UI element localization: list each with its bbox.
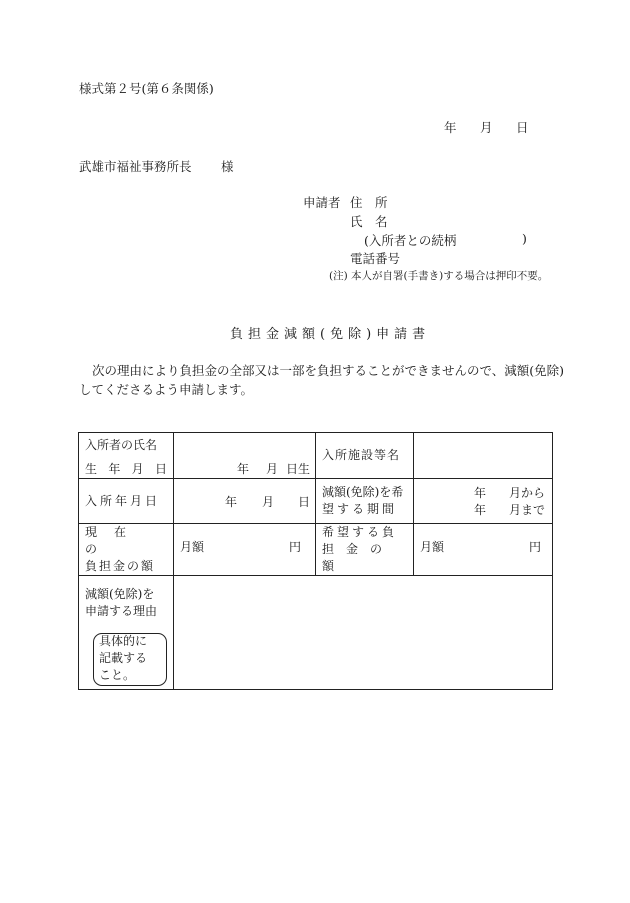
table-row bbox=[79, 433, 553, 479]
reason-field[interactable] bbox=[174, 576, 553, 690]
reason-label-cell bbox=[79, 576, 174, 690]
current-amount-field[interactable] bbox=[174, 524, 316, 576]
facility-name-field[interactable] bbox=[414, 433, 553, 479]
name-label: 氏 名 bbox=[350, 214, 388, 229]
address-label: 住 所 bbox=[350, 195, 388, 210]
period-label-line1: 減額(免除)を希 bbox=[322, 485, 404, 499]
application-table bbox=[78, 432, 553, 690]
desired-amount-field[interactable] bbox=[414, 524, 553, 576]
seal-note: (注) 本人が自署(手書き)する場合は押印不要。 bbox=[329, 270, 549, 282]
resident-label-cell bbox=[79, 433, 174, 479]
reason-label-line2: 申請する理由 bbox=[85, 604, 158, 618]
period-label-cell bbox=[316, 479, 414, 524]
admission-date-label: 入所年月日 bbox=[85, 493, 161, 508]
desired-yen-label: 円 bbox=[529, 540, 542, 554]
addressee: 武雄市福祉事務所長 bbox=[79, 159, 192, 174]
relation-close: ) bbox=[522, 231, 527, 246]
period-label-line2: 望する期間 bbox=[322, 502, 398, 516]
adm-month-label: 月 bbox=[262, 495, 275, 509]
desired-label-line2: 担金の額 bbox=[322, 542, 395, 573]
from-year-label: 年 bbox=[474, 486, 487, 500]
desired-label-line1: 希望する負 bbox=[322, 525, 398, 539]
from-month-label: 月から bbox=[509, 486, 546, 500]
honorific: 様 bbox=[221, 159, 234, 174]
table-row bbox=[79, 576, 553, 690]
birth-day-label: 日生 bbox=[286, 462, 311, 476]
document-title: 負担金減額(免除)申請書 bbox=[230, 327, 431, 342]
adm-day-label: 日 bbox=[298, 495, 311, 509]
table-row bbox=[79, 479, 553, 524]
current-label-line1: 現在の bbox=[85, 525, 144, 556]
birth-month-label: 月 bbox=[266, 462, 279, 476]
desired-amount-label-cell bbox=[316, 524, 414, 576]
birthdate-label: 生 年 月 日 bbox=[85, 462, 167, 476]
admission-label-cell bbox=[79, 479, 174, 524]
admission-date-field[interactable] bbox=[174, 479, 316, 524]
reason-label-line1: 減額(免除)を bbox=[85, 587, 155, 601]
form-number: 様式第２号(第６条関係) bbox=[79, 81, 214, 96]
facility-label: 入所施設等名 bbox=[322, 448, 401, 462]
facility-label-cell bbox=[316, 433, 414, 479]
current-amount-label-cell bbox=[79, 524, 174, 576]
birth-year-label: 年 bbox=[237, 462, 250, 476]
table-row bbox=[79, 524, 553, 576]
body-text-line2: してくださるよう申請します。 bbox=[79, 382, 254, 397]
desired-monthly-label: 月額 bbox=[420, 540, 445, 554]
reason-note-line2: 記載する bbox=[99, 651, 148, 665]
current-yen-label: 円 bbox=[289, 540, 302, 554]
resident-name-label: 入所者の氏名 bbox=[85, 438, 158, 452]
date-year-label: 年 bbox=[444, 120, 457, 135]
current-monthly-label: 月額 bbox=[180, 540, 205, 554]
applicant-label: 申請者 bbox=[303, 195, 341, 210]
to-year-label: 年 bbox=[474, 503, 487, 517]
body-text-line1: 次の理由により負担金の全部又は一部を負担することができませんので、減額(免除) bbox=[92, 363, 565, 378]
to-month-label: 月まで bbox=[509, 503, 546, 517]
reason-note-line3: こと。 bbox=[99, 668, 136, 682]
date-month-label: 月 bbox=[480, 120, 493, 135]
phone-label: 電話番号 bbox=[350, 251, 401, 266]
adm-year-label: 年 bbox=[225, 495, 238, 509]
desired-period-field[interactable] bbox=[414, 479, 553, 524]
resident-name-and-birthdate-field[interactable] bbox=[174, 433, 316, 479]
relation-label: (入所者との続柄 bbox=[364, 233, 457, 248]
current-label-line2: 負担金の額 bbox=[85, 559, 156, 573]
reason-note-line1: 具体的に bbox=[99, 634, 148, 648]
date-day-label: 日 bbox=[516, 120, 529, 135]
